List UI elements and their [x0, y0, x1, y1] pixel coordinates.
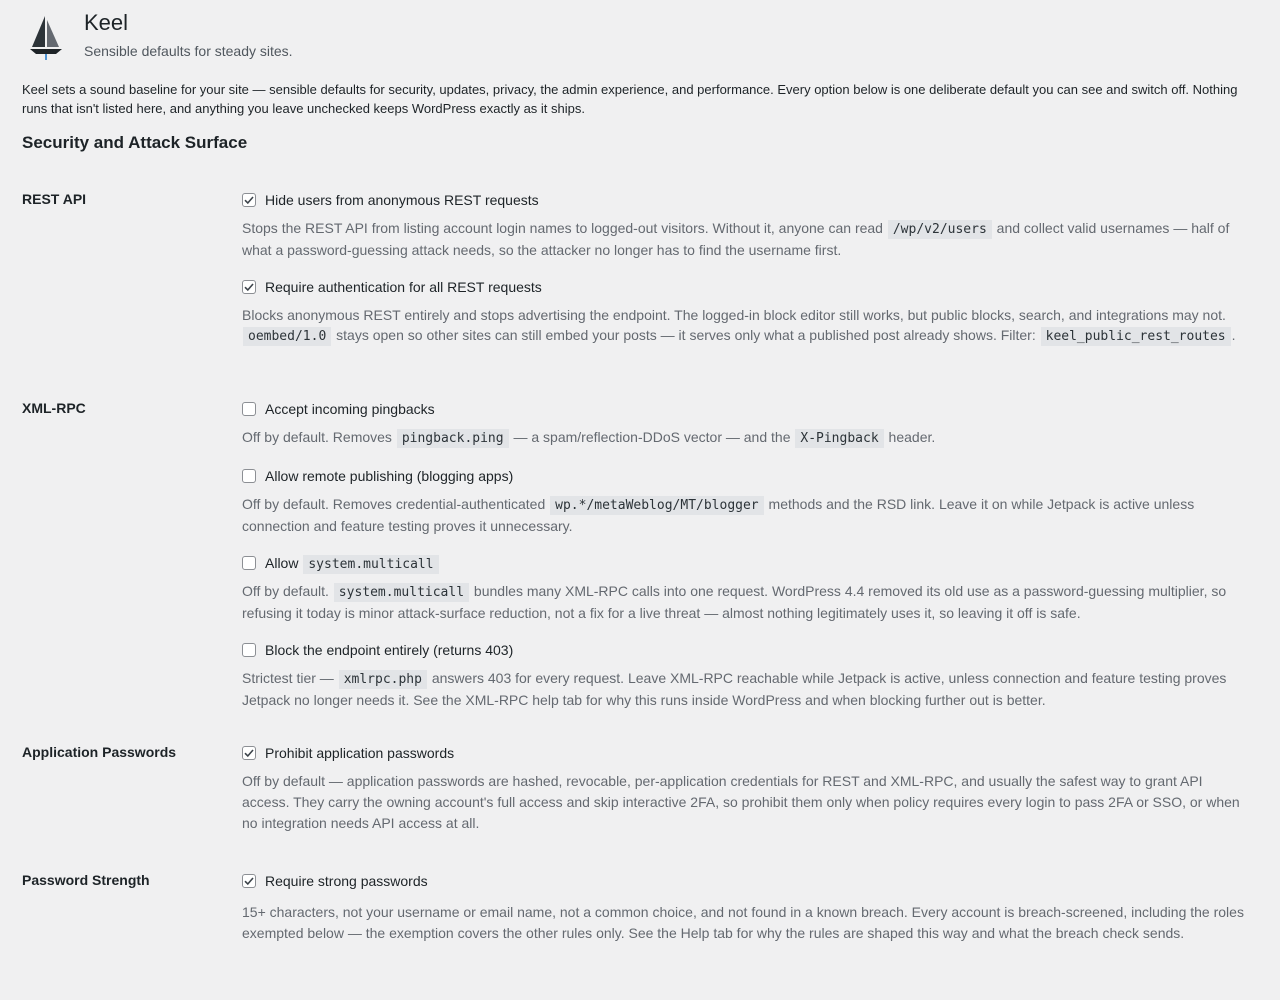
option-pingbacks — [242, 399, 1250, 449]
code-snippet: system.multicall — [334, 583, 469, 602]
code-snippet: oembed/1.0 — [243, 327, 331, 346]
option-label: Prohibit application passwords — [265, 745, 455, 761]
option-label: Allow system.multicall — [265, 555, 440, 572]
option-block-endpoint — [242, 640, 1250, 710]
option-line[interactable] — [242, 871, 1250, 891]
option-require-auth — [242, 277, 1250, 347]
require-strong-passwords-checkbox[interactable] — [242, 874, 256, 888]
app-subtitle: Sensible defaults for steady sites. — [84, 43, 293, 59]
option-line[interactable] — [242, 743, 1250, 763]
option-label: Require authentication for all REST requests — [265, 279, 542, 295]
prohibit-app-passwords-checkbox[interactable] — [242, 746, 256, 760]
option-line[interactable] — [242, 553, 1250, 573]
option-remote-publishing — [242, 466, 1250, 536]
checkmark-icon — [243, 194, 255, 206]
option-require-strong-passwords — [242, 871, 1250, 944]
code-snippet: pingback.ping — [397, 429, 509, 448]
code-snippet: wp.*/metaWeblog/MT/blogger — [550, 496, 764, 515]
checkmark-icon — [243, 747, 255, 759]
code-snippet: xmlrpc.php — [339, 670, 427, 689]
row-label-application-passwords: Application Passwords — [22, 744, 177, 760]
require-auth-checkbox[interactable] — [242, 280, 256, 294]
option-description: Stops the REST API from listing account login names to logged-out visitors. Without it, anyone can read /wp/v2/users and collect valid usernames — half of what a password-guessing attack needs, so the attacker no longer has to find the username first. — [242, 220, 1230, 258]
row-label-password-strength: Password Strength — [22, 872, 150, 888]
checkmark-icon — [243, 875, 255, 887]
pingbacks-checkbox[interactable] — [242, 402, 256, 416]
option-label: Require strong passwords — [265, 873, 428, 889]
page-header — [0, 0, 1280, 70]
option-label: Hide users from anonymous REST requests — [265, 192, 539, 208]
code-snippet: /wp/v2/users — [888, 220, 992, 239]
block-endpoint-checkbox[interactable] — [242, 643, 256, 657]
checkmark-icon — [243, 281, 255, 293]
option-description: Strictest tier — xmlrpc.php answers 403 for every request. Leave XML-RPC reachable while Jetpack is active, unless connection and feature testing proves Jetpack no longer needs it. See the XML-RPC help tab for why this runs inside WordPress and when blocking further out is better. — [242, 670, 1227, 708]
remote-publishing-checkbox[interactable] — [242, 469, 256, 483]
option-label: Allow remote publishing (blogging apps) — [265, 468, 514, 484]
code-snippet: keel_public_rest_routes — [1041, 327, 1231, 346]
option-hide-users — [242, 190, 1250, 260]
option-line[interactable] — [242, 399, 1250, 419]
option-description: Off by default — application passwords are hashed, revocable, per-application credentials for REST and XML-RPC, and usually the safest way to grant API access. They carry the owning account's full access and skip interactive 2FA, so prohibit them only when policy requires every login to pass 2FA or SSO, or when no integration needs API access at all. — [242, 773, 1240, 831]
sailboat-icon — [28, 14, 64, 60]
option-line[interactable] — [242, 277, 1250, 297]
option-description: 15+ characters, not your username or email name, not a common choice, and not found in a known breach. Every account is breach-screened, including the roles exempted below — the exemption covers the other rules only. See the Help tab for why the rules are shaped this way and what the breach check sends. — [242, 904, 1244, 941]
intro-text: Keel sets a sound baseline for your site — sensible defaults for security, updates, privacy, the admin experience, and performance. Every option below is one deliberate default you can see and switch off. Nothing runs that isn't listed here, and anything you leave unchecked keeps WordPress exactly as it ships. — [22, 82, 1238, 116]
option-prohibit-app-passwords — [242, 743, 1250, 834]
option-label: Accept incoming pingbacks — [265, 401, 435, 417]
option-multicall — [242, 553, 1250, 623]
multicall-checkbox[interactable] — [242, 556, 256, 570]
app-title: Keel — [84, 10, 129, 35]
hide-users-checkbox[interactable] — [242, 193, 256, 207]
row-label-rest-api: REST API — [22, 191, 87, 207]
code-snippet: X-Pingback — [795, 429, 883, 448]
code-snippet: system.multicall — [303, 555, 438, 574]
option-line[interactable] — [242, 190, 1250, 210]
option-line[interactable] — [242, 466, 1250, 486]
option-description: Off by default. system.multicall bundles many XML-RPC calls into one request. WordPress 4.4 removed its old use as a password-guessing multiplier, so refusing it today is minor attack-surface reduction, not a fix for a live threat — almost nothing legitimately uses it, so leaving it off is safe. — [242, 583, 1227, 621]
option-label: Block the endpoint entirely (returns 403) — [265, 642, 514, 658]
option-line[interactable] — [242, 640, 1250, 660]
section-title: Security and Attack Surface — [22, 133, 248, 152]
option-description: Off by default. Removes credential-authenticated wp.*/metaWeblog/MT/blogger methods and the RSD link. Leave it on while Jetpack is active unless connection and feature testing proves it unnecessary. — [242, 496, 1195, 534]
row-label-xml-rpc: XML-RPC — [22, 400, 86, 416]
option-description: Blocks anonymous REST entirely and stops advertising the endpoint. The logged-in block editor still works, but public blocks, search, and integrations may not. oembed/1.0 stays open so other sites can still embed your posts — it serves only what a published post already shows. Filter: keel_public_rest_routes . — [242, 307, 1236, 344]
option-description: Off by default. Removes pingback.ping — a spam/reflection-DDoS vector — and the X-Pingback header. — [242, 429, 936, 446]
